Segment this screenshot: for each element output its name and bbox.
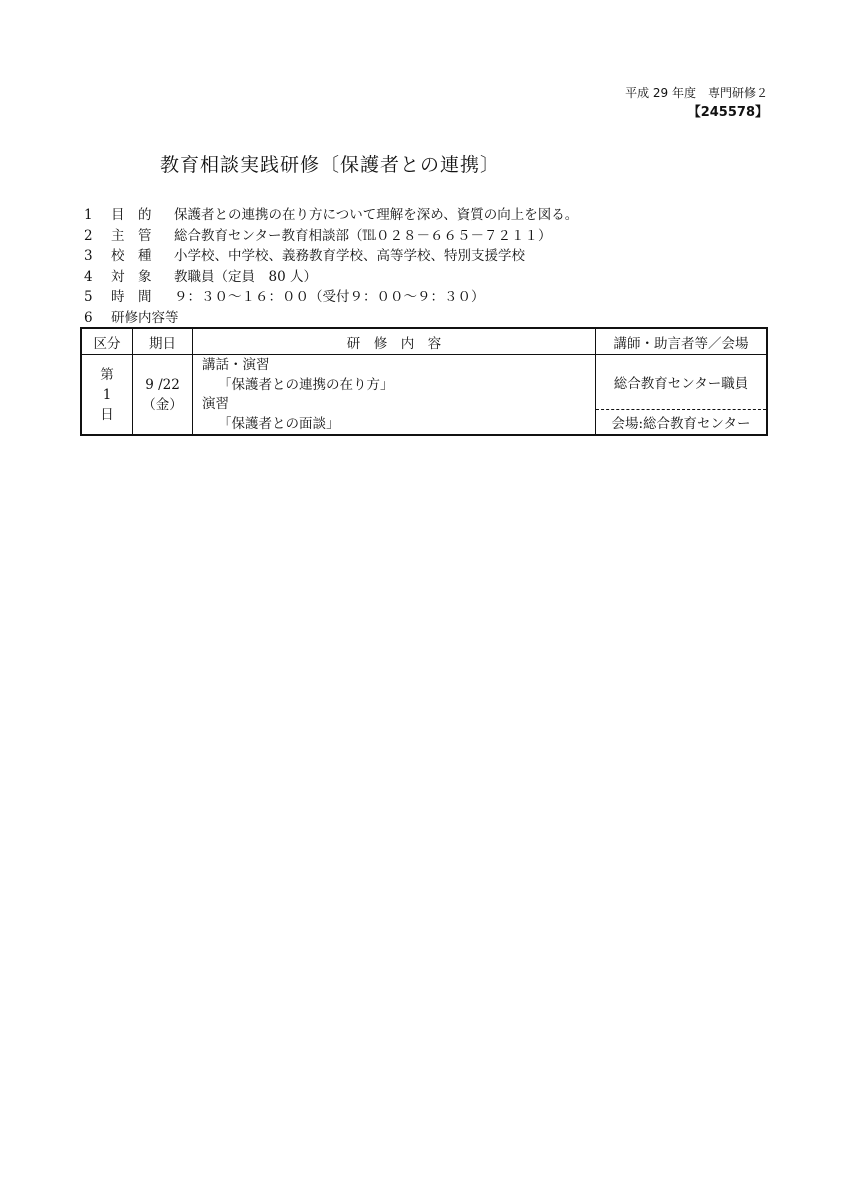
item-text: 教職員（定員 80 人） <box>174 268 317 285</box>
item-text: 総合教育センター教育相談部（℡０２８－６６５－７２１１） <box>174 227 552 244</box>
header-kubun: 区分 <box>81 328 133 355</box>
content-line: 講話・演習 <box>202 357 270 373</box>
item-label: 校 種 <box>111 248 152 264</box>
header-date: 期日 <box>133 328 193 355</box>
outline-item-target <box>84 267 578 288</box>
venue-cell: 会場:総合教育センター <box>596 409 768 435</box>
weekday-value: （金） <box>142 396 183 413</box>
outline-item-school-types <box>84 246 578 267</box>
page-title: 教育相談実践研修〔保護者との連携〕 <box>160 154 501 176</box>
content-line: 「保護者との連携の在り方」 <box>218 376 394 393</box>
item-label: 時 間 <box>111 289 152 305</box>
program-line: 平成 29 年度 専門研修２ <box>625 86 768 100</box>
schedule-table <box>80 327 768 436</box>
outline-list <box>84 205 578 328</box>
day-line: 第 <box>100 366 114 383</box>
content-line: 「保護者との面談」 <box>218 415 340 432</box>
item-text: 保護者との連携の在り方について理解を深め、資質の向上を図る。 <box>174 207 579 223</box>
item-text: 小学校、中学校、義務教育学校、高等学校、特別支援学校 <box>174 248 525 264</box>
outline-item-contents <box>84 308 578 329</box>
day-line: 1 <box>102 386 112 403</box>
table-header-row <box>81 328 767 355</box>
outline-item-purpose <box>84 205 578 226</box>
day-cell <box>81 355 133 436</box>
content-line: 演習 <box>202 396 229 412</box>
item-number: 3 <box>84 248 93 264</box>
header-content: 研 修 内 容 <box>193 328 596 355</box>
outline-item-time <box>84 287 578 308</box>
item-number: 4 <box>84 268 93 285</box>
item-text: ９：３０～１６：００（受付９：００～９：３０） <box>174 289 485 305</box>
date-cell <box>133 355 193 436</box>
table-row <box>81 355 767 410</box>
item-label: 対 象 <box>111 268 152 285</box>
day-line: 日 <box>100 406 114 423</box>
outline-item-organizer <box>84 226 578 247</box>
item-label: 目 的 <box>111 207 152 223</box>
header-lecturer: 講師・助言者等／会場 <box>596 328 768 355</box>
date-value: 9 /22 <box>145 376 180 393</box>
header-meta <box>625 84 768 122</box>
item-number: 5 <box>84 289 93 305</box>
item-number: 6 <box>84 309 93 326</box>
course-code: 【245578】 <box>687 105 768 120</box>
item-number: 2 <box>84 227 93 244</box>
lecturer-cell: 総合教育センター職員 <box>596 355 768 410</box>
item-number: 1 <box>84 207 93 223</box>
item-label: 研修内容等 <box>111 309 179 326</box>
item-label: 主 管 <box>111 227 152 244</box>
content-cell <box>193 355 596 436</box>
